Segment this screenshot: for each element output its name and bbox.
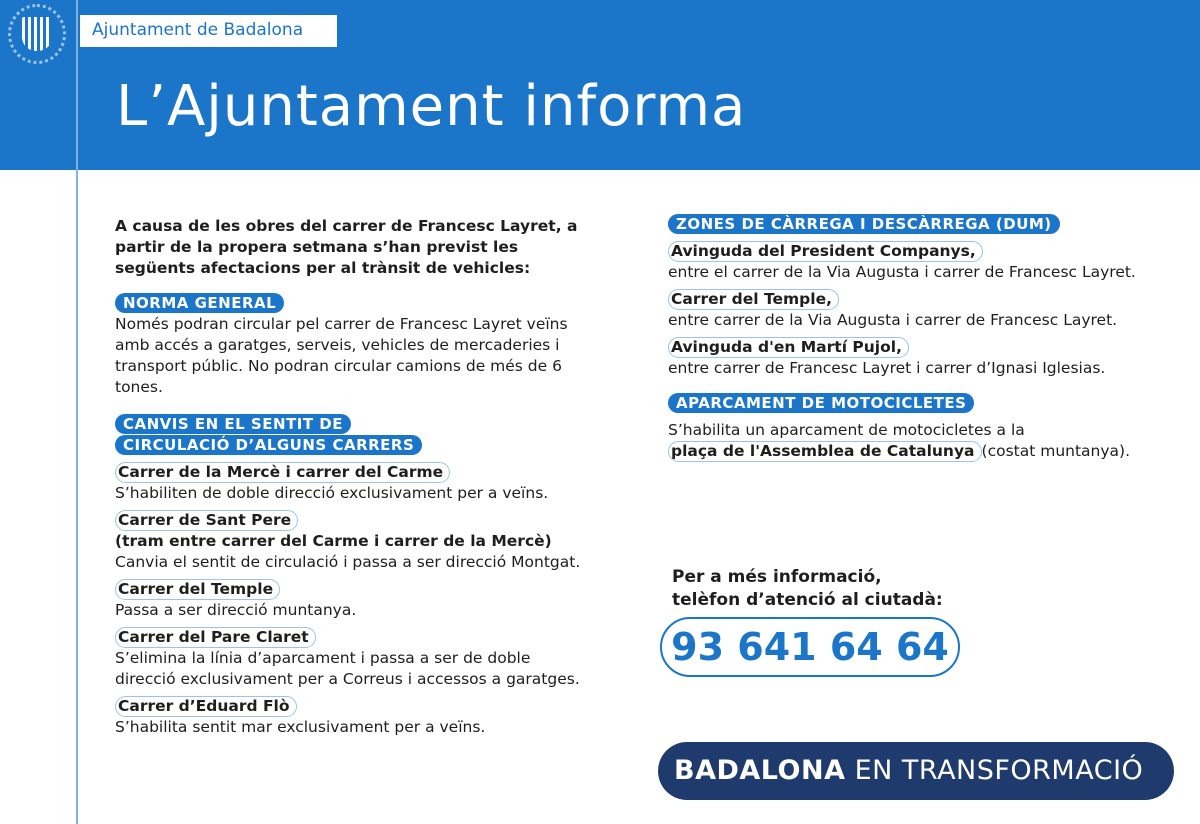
section-heading: NORMA GENERAL (115, 293, 284, 313)
city-crest-logo (8, 4, 66, 64)
info-line: Per a més informació, (672, 567, 882, 587)
list-item (115, 504, 585, 573)
list-item (115, 456, 585, 504)
item-text: S’elimina la línia d’aparcament i passa a ser de doble direcció exclusivament per a Correus i accessos a garatges. (115, 649, 580, 688)
info-block (672, 566, 943, 612)
street-name: Avinguda del President Companys, (668, 241, 983, 262)
item-text: entre el carrer de la Via Augusta i carrer de Francesc Layret. (668, 263, 1136, 281)
slogan-bold: BADALONA (674, 755, 846, 786)
page-title: L’Ajuntament informa (116, 74, 747, 139)
intro-text: A causa de les obres del carrer de Francesc Layret, a partir de la propera setmana s’han previst les següents afectacions per al trànsit de vehicles: (115, 217, 578, 277)
item-text: Canvia el sentit de circulació i passa a ser direcció Montgat. (115, 553, 581, 571)
item-text: S’habiliten de doble direcció exclusivament per a veïns. (115, 484, 549, 502)
section-canvis (115, 414, 585, 738)
right-column (668, 214, 1168, 462)
item-text: entre carrer de Francesc Layret i carrer d’Ignasi Iglesias. (668, 359, 1106, 377)
info-line: telèfon d’atenció al ciutadà: (672, 590, 943, 610)
street-name: Carrer del Temple (115, 579, 280, 600)
left-column (115, 216, 585, 738)
section-heading: CIRCULACIÓ D’ALGUNS CARRERS (115, 435, 422, 455)
section-text: (costat muntanya). (981, 442, 1131, 460)
list-item (668, 331, 1168, 379)
street-sub: (tram entre carrer del Carme i carrer de la Mercè) (115, 532, 552, 550)
slogan-rest: EN TRANSFORMACIÓ (854, 755, 1144, 786)
street-name: Carrer de la Mercè i carrer del Carme (115, 462, 450, 483)
street-name: Avinguda d'en Martí Pujol, (668, 337, 909, 358)
section-moto (668, 393, 1168, 462)
street-name: Carrer d’Eduard Flò (115, 696, 297, 717)
item-text: S’habilita sentit mar exclusivament per a veïns. (115, 718, 486, 736)
list-item (115, 573, 585, 621)
list-item (115, 621, 585, 690)
street-name: Carrer de Sant Pere (115, 510, 298, 531)
slogan-banner (658, 742, 1174, 800)
street-name: Carrer del Pare Claret (115, 627, 316, 648)
section-heading: ZONES DE CÀRREGA I DESCÀRREGA (DUM) (668, 214, 1060, 234)
shield-icon (22, 17, 52, 51)
section-text: S’habilita un aparcament de motocicletes a la (668, 421, 1025, 439)
phone-number[interactable]: 93 641 64 64 (660, 617, 960, 677)
street-name: Carrer del Temple, (668, 289, 839, 310)
org-label: Ajuntament de Badalona (80, 15, 337, 47)
section-heading: CANVIS EN EL SENTIT DE (115, 414, 351, 434)
section-heading: APARCAMENT DE MOTOCICLETES (668, 393, 974, 413)
list-item (115, 690, 585, 738)
section-norma (115, 293, 585, 398)
divider-line (76, 0, 78, 824)
item-text: Passa a ser direcció muntanya. (115, 601, 357, 619)
item-text: entre carrer de la Via Augusta i carrer de Francesc Layret. (668, 311, 1118, 329)
section-text: Només podran circular pel carrer de Francesc Layret veïns amb accés a garatges, serveis, vehicles de mercaderies i transport públic. No podran circular camions de més de 6 tones. (115, 315, 568, 396)
street-name: plaça de l'Assemblea de Catalunya (668, 441, 982, 462)
list-item (668, 283, 1168, 331)
list-item (668, 235, 1168, 283)
